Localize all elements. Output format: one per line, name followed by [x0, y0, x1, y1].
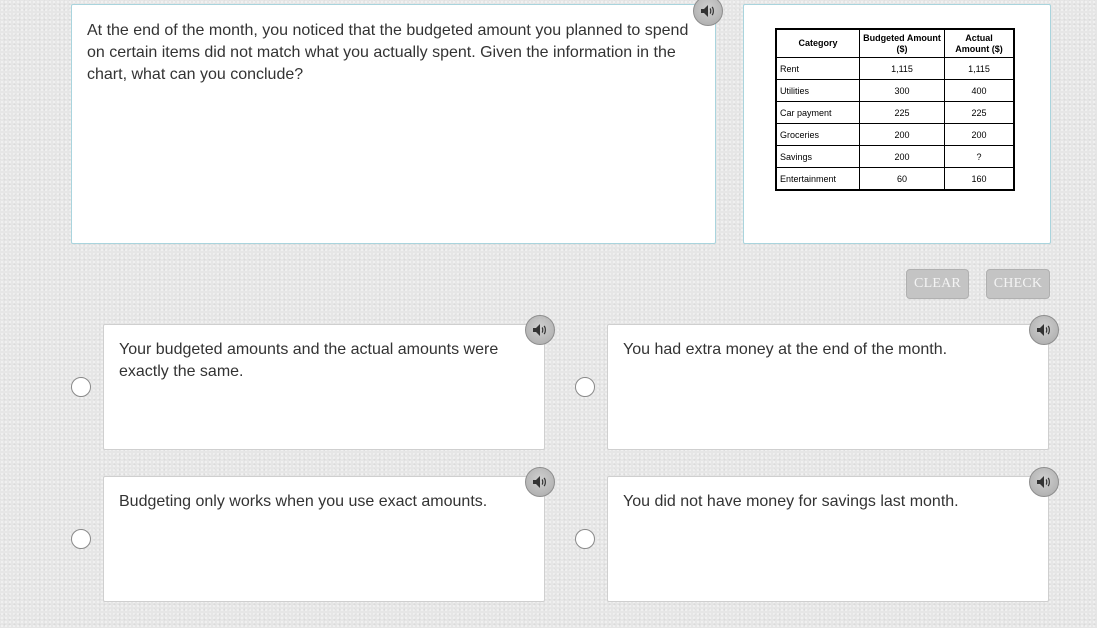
table-header-row [776, 29, 1014, 58]
table-row [776, 168, 1014, 191]
speaker-icon [1036, 475, 1052, 489]
clear-button[interactable]: CLEAR [906, 269, 969, 299]
cell-actual: 400 [945, 80, 1015, 102]
cell-actual: 160 [945, 168, 1015, 191]
cell-budgeted: 200 [860, 124, 945, 146]
cell-category: Rent [776, 58, 860, 80]
choice-3-text: Budgeting only works when you use exact amounts. [119, 493, 488, 510]
cell-actual: 225 [945, 102, 1015, 124]
speaker-icon [1036, 323, 1052, 337]
choice-1-audio-button[interactable] [525, 315, 555, 345]
cell-budgeted: 1,115 [860, 58, 945, 80]
cell-category: Savings [776, 146, 860, 168]
chart-panel [743, 4, 1051, 244]
cell-budgeted: 300 [860, 80, 945, 102]
cell-category: Utilities [776, 80, 860, 102]
header-category: Category [776, 29, 860, 58]
choice-2-text: You had extra money at the end of the month. [623, 341, 948, 358]
table-row [776, 102, 1014, 124]
choice-2-radio[interactable] [575, 377, 595, 397]
choice-2-card[interactable] [607, 324, 1049, 450]
cell-budgeted: 60 [860, 168, 945, 191]
header-budgeted: Budgeted Amount ($) [860, 29, 945, 58]
cell-actual: ? [945, 146, 1015, 168]
question-text: At the end of the month, you noticed that the budgeted amount you planned to spend on certain items did not match what you actually spent. Given the information in the chart, what can you conclude? [87, 22, 689, 83]
cell-actual: 1,115 [945, 58, 1015, 80]
speaker-icon [532, 475, 548, 489]
choice-4-card[interactable] [607, 476, 1049, 602]
table-row [776, 80, 1014, 102]
choice-3-radio[interactable] [71, 529, 91, 549]
choice-4-audio-button[interactable] [1029, 467, 1059, 497]
choice-2-audio-button[interactable] [1029, 315, 1059, 345]
table-row [776, 146, 1014, 168]
choice-4-radio[interactable] [575, 529, 595, 549]
question-panel [71, 4, 716, 244]
header-actual: Actual Amount ($) [945, 29, 1015, 58]
choice-1-card[interactable] [103, 324, 545, 450]
table-row [776, 58, 1014, 80]
choice-4-text: You did not have money for savings last month. [623, 493, 959, 510]
cell-budgeted: 225 [860, 102, 945, 124]
cell-category: Groceries [776, 124, 860, 146]
budget-table [775, 28, 1015, 191]
table-row [776, 124, 1014, 146]
choice-1-radio[interactable] [71, 377, 91, 397]
choice-3-card[interactable] [103, 476, 545, 602]
question-audio-button[interactable] [693, 0, 723, 26]
choice-1-text: Your budgeted amounts and the actual amounts were exactly the same. [119, 341, 499, 380]
choice-3-audio-button[interactable] [525, 467, 555, 497]
cell-category: Entertainment [776, 168, 860, 191]
speaker-icon [532, 323, 548, 337]
check-button[interactable]: CHECK [986, 269, 1050, 299]
cell-budgeted: 200 [860, 146, 945, 168]
cell-category: Car payment [776, 102, 860, 124]
speaker-icon [700, 4, 716, 18]
cell-actual: 200 [945, 124, 1015, 146]
